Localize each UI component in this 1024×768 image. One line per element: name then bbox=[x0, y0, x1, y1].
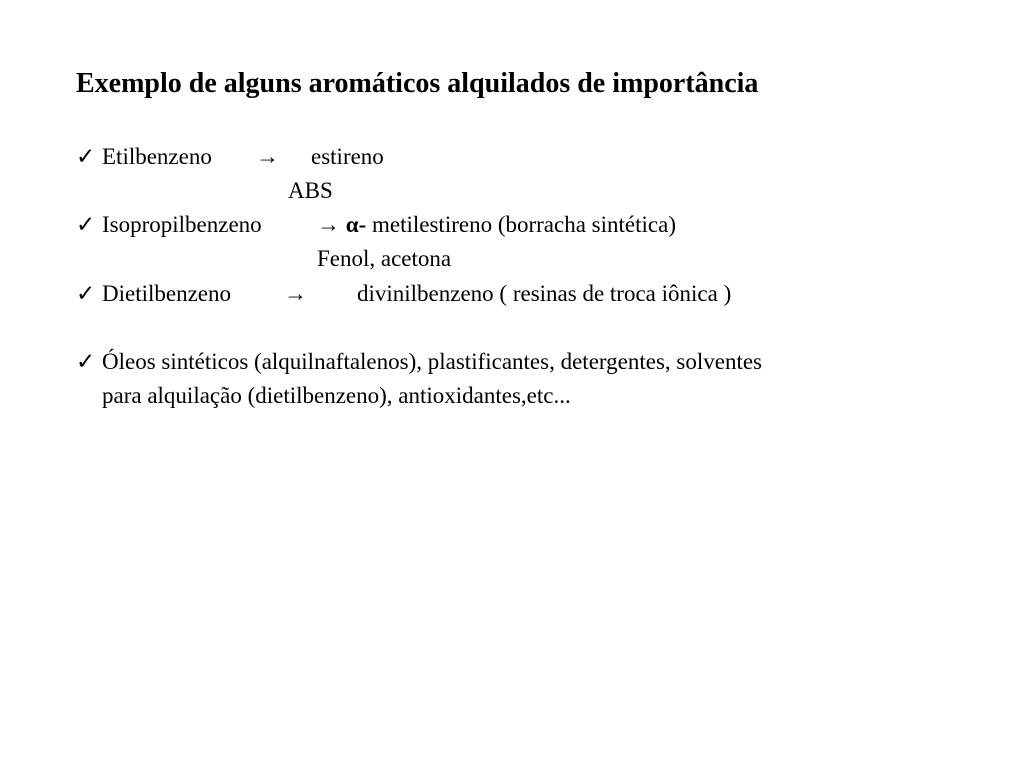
reactant-label: Etilbenzeno bbox=[102, 144, 212, 169]
product-line bbox=[317, 210, 676, 240]
check-icon: ✓ bbox=[76, 144, 96, 169]
product-label: estireno bbox=[311, 144, 384, 169]
slide-title: Exemplo de alguns aromáticos alquilados de importância bbox=[76, 68, 759, 99]
other-uses-line-1: Óleos sintéticos (alquilnaftalenos), plastificantes, detergentes, solventes bbox=[102, 349, 763, 374]
check-icon: ✓ bbox=[76, 349, 96, 374]
product-label: metilestireno (borracha sintética) bbox=[372, 212, 676, 237]
list-item-dietilbenzeno bbox=[76, 279, 231, 309]
list-item-etilbenzeno bbox=[76, 142, 212, 172]
reactant-label: Isopropilbenzeno bbox=[102, 212, 262, 237]
arrow-icon: → bbox=[317, 212, 340, 237]
check-icon: ✓ bbox=[76, 212, 96, 237]
list-item-isopropilbenzeno bbox=[76, 210, 262, 240]
product-label: divinilbenzeno ( resinas de troca iônica ) bbox=[357, 281, 732, 306]
arrow-icon: → bbox=[284, 281, 307, 306]
arrow-icon: → bbox=[256, 144, 279, 169]
sub-product-label: Fenol, acetona bbox=[317, 246, 452, 271]
alpha-prefix: α- bbox=[345, 212, 367, 237]
sub-product-label: ABS bbox=[288, 178, 333, 203]
reactant-label: Dietilbenzeno bbox=[102, 281, 232, 306]
other-uses-line-2: para alquilação (dietilbenzeno), antioxidantes,etc... bbox=[102, 383, 571, 408]
check-icon: ✓ bbox=[76, 281, 96, 306]
list-item-other-uses bbox=[76, 347, 762, 377]
